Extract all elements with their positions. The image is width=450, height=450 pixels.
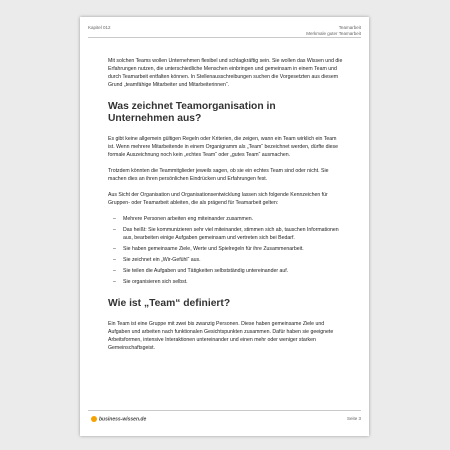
header-title: Teamarbeit [338, 25, 361, 30]
list-item [108, 278, 343, 286]
paragraph-rules: Es gibt keine allgemein gültigen Regeln oder Kriterien, die zeigen, wann ein Team wirklich ein Team ist. Wenn mehrere Mitarbeitende in einem Organigramm als „Team“ bezeichnet werden, dürfte diese formale Auszeichnung noch kein „echtes Team“ oder „gutes Team“ ausmachen. [108, 136, 338, 158]
bullet-dash: – [113, 227, 116, 233]
bullet-dash: – [113, 246, 116, 252]
list-item-text: Mehrere Personen arbeiten eng miteinander zusammen. [123, 216, 254, 222]
list-item-text: Das heißt: Sie kommunizieren sehr viel miteinander, stimmen sich ab, tauschen Informationen aus, bearbeiten einige Aufgaben gemeinsam und vertreten sich bei Bedarf. [123, 227, 339, 241]
bullet-dash: – [113, 257, 116, 263]
page-header [88, 25, 361, 47]
logo-dot-icon [91, 416, 97, 422]
list-item [108, 267, 343, 275]
paragraph-members: Trotzdem könnten die Teammitglieder jeweils sagen, ob sie ein echtes Team sind oder nicht. Sie machen dies an ihren persönlichen Eindrücken und Erfahrungen fest. [108, 168, 329, 182]
intro-paragraph: Mit solchen Teams wollen Unternehmen flexibel und schlagkräftig sein. Sie wollen das Wissen und die Erfahrungen nutzen, die unterschiedliche Menschen einbringen und gemeinsam in einem Team und durch Teamarbeit entfalten können. In Stellenausschreibungen suchen die Vorgesetzten aus diesem Grund „teamfähige Mitarbeiter und Mitarbeiterinnen“. [108, 58, 343, 88]
page-footer [88, 410, 361, 428]
list-item-text: Sie haben gemeinsame Ziele, Werte und Spielregeln für ihre Zusammenarbeit. [123, 246, 304, 252]
chapter-label: Kapitel 012 [88, 25, 111, 30]
bullet-dash: – [113, 268, 116, 274]
list-item [108, 245, 343, 253]
list-item [108, 226, 343, 242]
list-item-text: Sie zeichnet ein „Wir-Gefühl“ aus. [123, 257, 201, 263]
list-item-text: Sie teilen die Aufgaben und Tätigkeiten selbstständig untereinander auf. [123, 268, 289, 274]
logo-text: business-wissen.de [99, 416, 147, 423]
bullet-dash: – [113, 279, 116, 285]
footer-divider [88, 410, 361, 411]
page-number: Seite 3 [346, 416, 361, 421]
section-heading-teamorganisation: Was zeichnet Teamorganisation in Unternehmen aus? [108, 101, 276, 124]
paragraph-definition: Ein Team ist eine Gruppe mit zwei bis zwanzig Personen. Diese haben gemeinsame Ziele und Aufgaben und arbeiten nach funktionalen Gesichtspunkten zusammen. Dafür haben sie geeignete Arbeitsformen, intensive Interaktionen untereinander und einen mehr oder weniger starken Gemeinschaftsgeist. [108, 321, 334, 351]
header-subtitle: Merkmale guter Teamarbeit [306, 30, 361, 36]
header-titles [306, 25, 361, 36]
header-divider [88, 37, 361, 38]
page-content [108, 57, 343, 360]
bullet-dash: – [113, 216, 116, 222]
criteria-list [108, 215, 343, 286]
list-item [108, 215, 343, 223]
logo [91, 416, 146, 422]
paragraph-criteria: Aus Sicht der Organisation und Organisationsentwicklung lassen sich folgende Kennzeichen für Gruppen- oder Teamarbeit ableiten, die als prägend für Teamarbeit gelten: [108, 192, 328, 206]
section-heading-team-definition: Wie ist „Team“ definiert? [108, 298, 231, 309]
list-item [108, 256, 343, 264]
document-page [80, 17, 369, 436]
list-item-text: Sie organisieren sich selbst. [123, 279, 188, 285]
